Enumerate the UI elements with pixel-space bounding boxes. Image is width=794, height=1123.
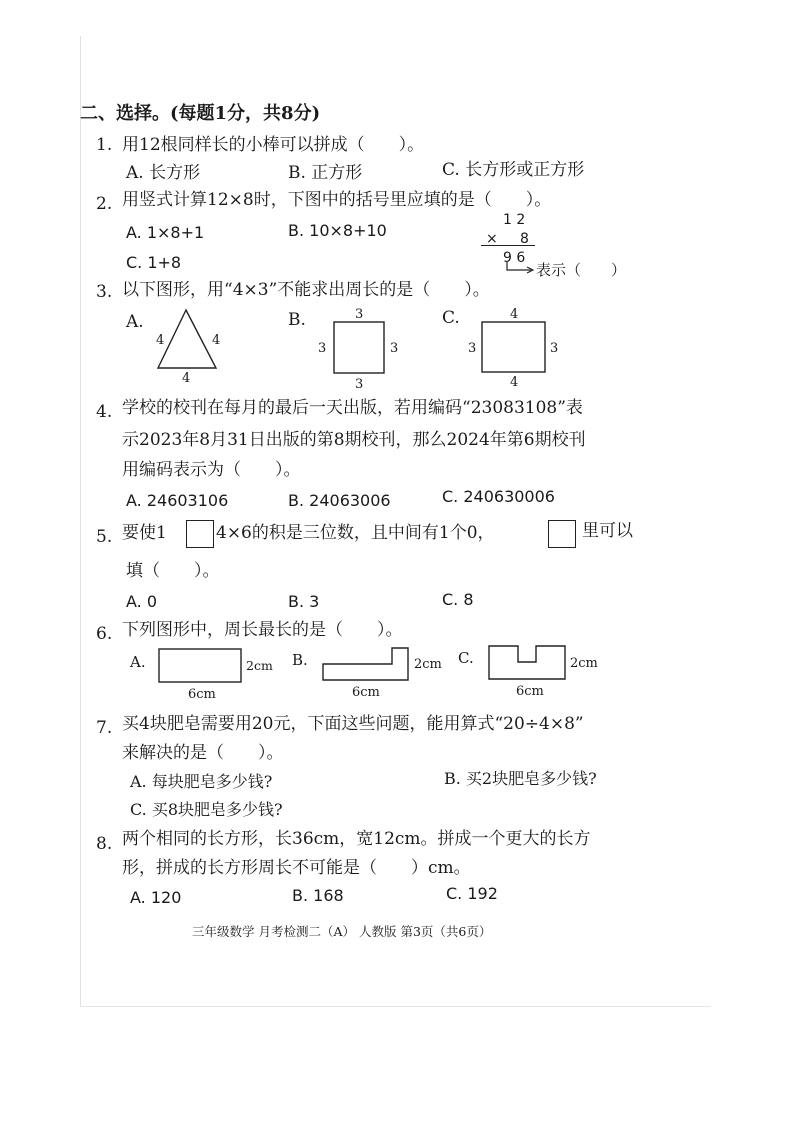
q8-option-c[interactable]: C. 192 <box>446 884 498 903</box>
q4-number: 4. <box>96 402 113 422</box>
q6-b-width-label: 6cm <box>352 685 380 700</box>
q1-number: 1. <box>96 135 113 155</box>
q6-number: 6. <box>96 624 113 644</box>
q5-option-c[interactable]: C. 8 <box>442 590 474 609</box>
vertical-operator: × <box>486 231 498 247</box>
q4-line-1: 学校的校刊在每月的最后一天出版，若用编码“23083108”表 <box>122 398 583 418</box>
rect-right-label: 3 <box>550 341 559 356</box>
q7-option-b[interactable]: B. 买2块肥皂多少钱? <box>444 769 597 788</box>
q6-shape-a <box>158 648 280 700</box>
q5-number: 5. <box>96 527 113 547</box>
q4-line-2: 示2023年8月31日出版的第8期校刊，那么2024年第6期校刊 <box>122 430 586 450</box>
square-bottom-label: 3 <box>355 377 364 392</box>
q5-part-3: 里可以 <box>582 521 633 541</box>
vertical-note: 表示（ ） <box>536 261 627 279</box>
q6-label-a[interactable]: A. <box>130 653 146 671</box>
q6-a-height-label: 2cm <box>246 658 273 673</box>
q6-label-c[interactable]: C. <box>458 649 474 667</box>
vertical-top-number: 1 2 <box>503 212 526 228</box>
q7-line-2: 来解决的是（ ）。 <box>122 743 284 763</box>
q2-text: 用竖式计算12×8时，下图中的括号里应填的是（ ）。 <box>122 190 552 210</box>
rect-bottom-label: 4 <box>510 375 519 390</box>
q6-shape-b <box>322 646 446 700</box>
q6-text: 下列图形中，周长最长的是（ ）。 <box>122 620 403 640</box>
q5-option-a[interactable]: A. 0 <box>126 592 158 611</box>
q2-number: 2. <box>96 194 113 214</box>
q1-option-b[interactable]: B. 正方形 <box>288 163 363 183</box>
square-right-label: 3 <box>390 341 399 356</box>
q6-label-b[interactable]: B. <box>292 651 308 669</box>
rectangle-figure <box>466 306 560 388</box>
q8-number: 8. <box>96 834 113 854</box>
q5-blank-box-2[interactable] <box>548 520 576 548</box>
triangle-bottom-label: 4 <box>182 371 191 386</box>
q4-option-b[interactable]: B. 24063006 <box>288 491 391 510</box>
q4-option-c[interactable]: C. 240630006 <box>442 487 555 506</box>
q3-label-b[interactable]: B. <box>288 310 306 330</box>
q6-a-width-label: 6cm <box>188 687 216 702</box>
q6-b-height-label: 2cm <box>414 657 442 672</box>
q2-option-c[interactable]: C. 1+8 <box>126 253 182 272</box>
q6-c-width-label: 6cm <box>516 684 544 699</box>
q7-option-a[interactable]: A. 每块肥皂多少钱? <box>130 772 273 791</box>
q2-option-b[interactable]: B. 10×8+10 <box>288 221 387 240</box>
rect-top-label: 4 <box>510 307 519 322</box>
square-left-label: 3 <box>318 341 327 356</box>
triangle-figure <box>150 306 240 386</box>
page-footer: 三年级数学 月考检测二（A） 人教版 第3页（共6页） <box>192 924 492 939</box>
q3-number: 3. <box>96 282 113 302</box>
q1-text: 用12根同样长的小棒可以拼成（ ）。 <box>122 135 425 155</box>
q3-label-a[interactable]: A. <box>126 312 144 332</box>
vertical-arrow <box>505 262 537 276</box>
q5-option-b[interactable]: B. 3 <box>288 592 320 611</box>
square-top-label: 3 <box>355 307 364 322</box>
q8-option-a[interactable]: A. 120 <box>130 888 182 907</box>
q5-line-2: 填（ ）。 <box>126 561 220 581</box>
q2-option-a[interactable]: A. 1×8+1 <box>126 223 205 242</box>
q3-label-c[interactable]: C. <box>442 308 460 328</box>
q5-part-1: 要使1 <box>122 523 167 543</box>
q4-line-3: 用编码表示为（ ）。 <box>122 460 301 480</box>
section-heading: 二、选择。(每题1分，共8分) <box>80 103 321 124</box>
vertical-result: 9 6 <box>503 250 526 266</box>
q6-c-height-label: 2cm <box>570 656 598 671</box>
q7-number: 7. <box>96 718 113 738</box>
q8-line-2: 形，拼成的长方形周长不可能是（ ）cm。 <box>122 858 471 878</box>
q5-part-2: 4×6的积是三位数，且中间有1个0， <box>216 523 495 543</box>
vertical-rule <box>481 245 535 246</box>
q8-option-b[interactable]: B. 168 <box>292 886 344 905</box>
q8-line-1: 两个相同的长方形，长36cm，宽12cm。拼成一个更大的长方 <box>122 829 591 849</box>
vertical-multiplier: 8 <box>520 231 529 247</box>
triangle-left-label: 4 <box>156 333 165 348</box>
q6-shape-c <box>488 644 612 700</box>
q1-option-c[interactable]: C. 长方形或正方形 <box>442 160 585 180</box>
triangle-right-label: 4 <box>212 333 221 348</box>
q7-option-c[interactable]: C. 买8块肥皂多少钱? <box>130 800 283 819</box>
q7-line-1: 买4块肥皂需要用20元，下面这些问题，能用算式“20÷4×8” <box>122 714 584 734</box>
rect-left-label: 3 <box>468 341 477 356</box>
q5-blank-box-1[interactable] <box>186 520 214 548</box>
q4-option-a[interactable]: A. 24603106 <box>126 491 229 510</box>
q1-option-a[interactable]: A. 长方形 <box>126 163 201 183</box>
square-figure <box>316 306 406 390</box>
q3-text: 以下图形，用“4×3”不能求出周长的是（ ）。 <box>122 280 490 300</box>
